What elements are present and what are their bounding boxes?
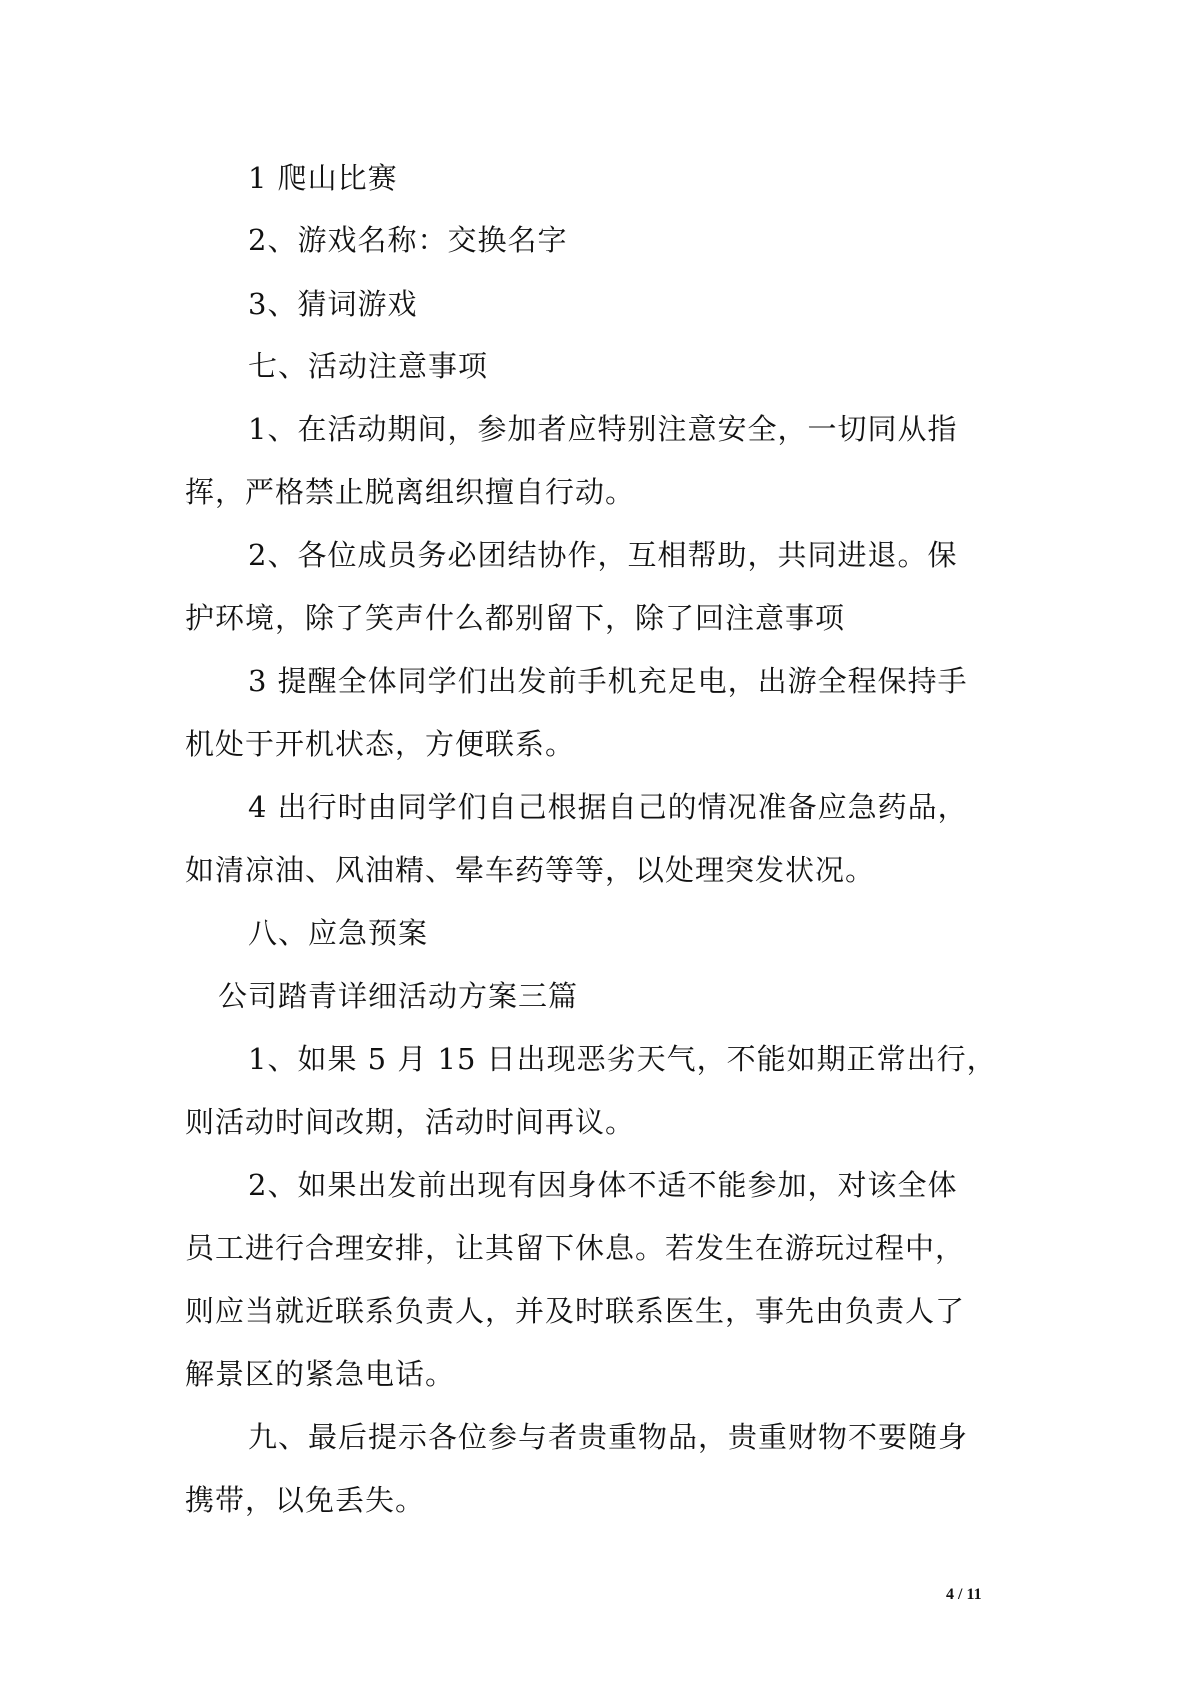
page-number: 4 / 11 bbox=[946, 1586, 982, 1603]
paragraph-line: 1、如果 5 月 15 日出现恶劣天气，不能如期正常出行， bbox=[248, 1042, 997, 1076]
paragraph-line: 2、如果出发前出现有因身体不适不能参加，对该全体 bbox=[248, 1168, 958, 1202]
document-subtitle: 公司踏青详细活动方案三篇 bbox=[218, 979, 579, 1013]
section-heading-emergency: 八、应急预案 bbox=[248, 916, 429, 950]
paragraph-line: 4 出行时由同学们自己根据自己的情况准备应急药品， bbox=[248, 790, 968, 824]
list-item-mountain-race: 1 爬山比赛 bbox=[248, 161, 398, 195]
paragraph-line: 解景区的紧急电话。 bbox=[185, 1357, 456, 1391]
paragraph-line: 九、最后提示各位参与者贵重物品，贵重财物不要随身 bbox=[248, 1420, 969, 1454]
paragraph-line: 携带，以免丢失。 bbox=[185, 1483, 426, 1517]
list-item-name-swap-game: 2、游戏名称：交换名字 bbox=[248, 223, 568, 257]
paragraph-line: 1、在活动期间，参加者应特别注意安全，一切同从指 bbox=[248, 412, 958, 446]
paragraph-line: 员工进行合理安排，让其留下休息。若发生在游玩过程中， bbox=[185, 1231, 966, 1265]
paragraph-line: 挥，严格禁止脱离组织擅自行动。 bbox=[185, 475, 636, 509]
paragraph-line: 则应当就近联系负责人，并及时联系医生，事先由负责人了 bbox=[185, 1294, 966, 1328]
paragraph-line: 则活动时间改期，活动时间再议。 bbox=[185, 1105, 636, 1139]
list-item-word-guess-game: 3、猜词游戏 bbox=[248, 287, 418, 321]
section-heading-notes: 七、活动注意事项 bbox=[248, 349, 489, 383]
paragraph-line: 2、各位成员务必团结协作，互相帮助，共同进退。保 bbox=[248, 538, 958, 572]
paragraph-line: 护环境，除了笑声什么都别留下，除了回注意事项 bbox=[185, 601, 846, 635]
paragraph-line: 如清凉油、风油精、晕车药等等，以处理突发状况。 bbox=[185, 853, 876, 887]
paragraph-line: 3 提醒全体同学们出发前手机充足电，出游全程保持手 bbox=[248, 664, 968, 698]
paragraph-line: 机处于开机状态，方便联系。 bbox=[185, 727, 576, 761]
